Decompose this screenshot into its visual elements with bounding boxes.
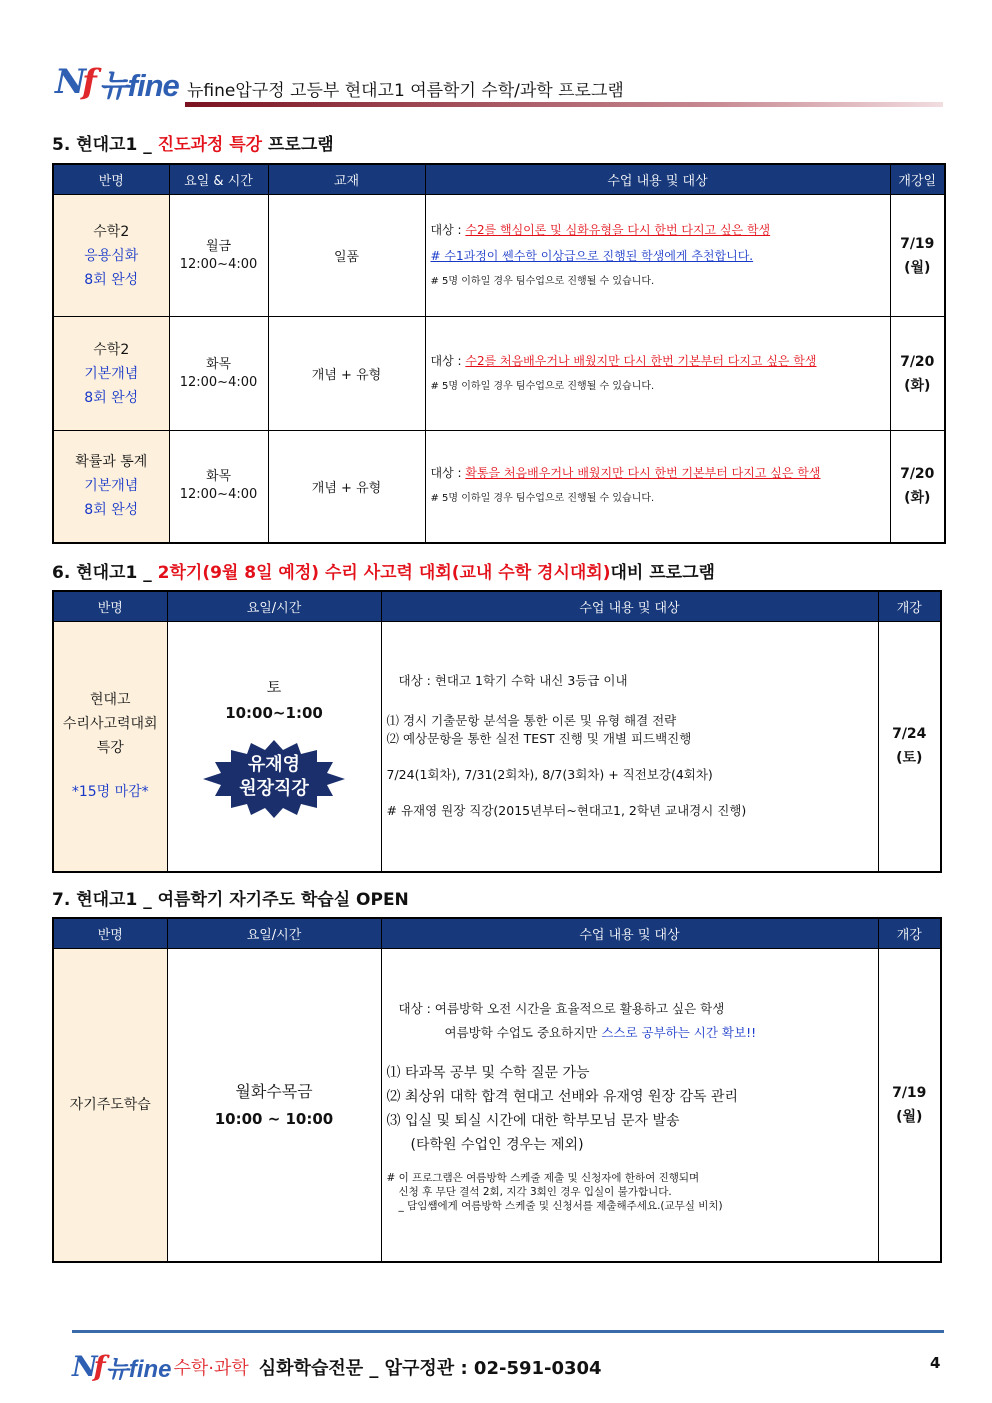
header-class: 반명 [53, 164, 169, 195]
section7-title: 7. 현대고1 _ 여름학기 자기주도 학습실 OPEN [52, 890, 409, 910]
content: 대상 : 수2를 처음배우거나 배웠지만 다시 한번 기본부터 다지고 싶은 학생 # 5명 이하일 경우 팀수업으로 진행될 수 있습니다. [425, 317, 890, 431]
logo-mark: Nf [55, 62, 93, 102]
day-time: 월화수목금 10:00 ~ 10:00 [167, 949, 381, 1262]
table-header-row [53, 164, 945, 195]
section5-title: 5. 현대고1 _ 진도과정 특강 프로그램 [52, 135, 334, 155]
footer-divider [72, 1330, 944, 1333]
header-day-time: 요일/시간 [167, 591, 381, 622]
header-logo [55, 62, 179, 102]
footer-logo [72, 1349, 602, 1384]
class-name: 현대고 수리사고력대회 특강 *15명 마감* [53, 622, 167, 872]
section5-table [52, 163, 946, 544]
table-row [53, 317, 945, 431]
section6-table [52, 590, 942, 873]
day-time: 월금 12:00~4:00 [169, 195, 268, 317]
class-name: 확률과 통계 기본개념 8회 완성 [53, 431, 169, 543]
section6-title: 6. 현대고1 _ 2학기(9월 8일 예정) 수리 사고력 대회(교내 수학 경시대회)대비 프로그램 [52, 563, 715, 583]
header-open-date: 개강 [878, 918, 941, 949]
header-class: 반명 [53, 918, 167, 949]
book: 개념 + 유형 [268, 431, 425, 543]
director-badge: 유재영 원장직강 [199, 740, 349, 818]
header-content: 수업 내용 및 대상 [425, 164, 890, 195]
table-row [53, 431, 945, 543]
content: 대상 : 현대고 1학기 수학 내신 3등급 이내 ⑴ 경시 기출문항 분석을 통한 이론 및 유형 해결 전략 ⑵ 예상문항을 통한 실전 TEST 진행 및 개별 피드백진행 7/24(1회차), 7/31(2회차), 8/7(3회차) + 직전보강(4회차) # 유재영 원장 직강(2015년부터~현대고1, 2학년 교내경시 진행) [381, 622, 878, 872]
footer-subject: 수학·과학 [173, 1357, 249, 1379]
header-divider [185, 102, 943, 107]
day-time: 화목 12:00~4:00 [169, 431, 268, 543]
book: 일품 [268, 195, 425, 317]
class-name: 수학2 응용심화 8회 완성 [53, 195, 169, 317]
open-date: 7/19 (월) [878, 949, 941, 1262]
day-time: 화목 12:00~4:00 [169, 317, 268, 431]
table-header-row [53, 591, 941, 622]
header-open-date: 개강일 [890, 164, 945, 195]
footer-contact: 심화학습전문 _ 압구정관 : 02-591-0304 [258, 1357, 602, 1379]
open-date: 7/20 (화) [890, 317, 945, 431]
table-header-row [53, 918, 941, 949]
header-book: 교재 [268, 164, 425, 195]
open-date: 7/19 (월) [890, 195, 945, 317]
content: 대상 : 여름방학 오전 시간을 효율적으로 활용하고 싶은 학생 여름방학 수업도 중요하지만 스스로 공부하는 시간 확보!! ⑴ 타과목 공부 및 수학 질문 가능 ⑵ 최상위 대학 합격 현대고 선배와 유재영 원장 감독 관리 ⑶ 입실 및 퇴실 시간에 대한 학부모님 문자 발송 (타학원 수업인 경우는 제외) # 이 프로그램은 여름방학 스케줄 제출 및 신청자에 한하여 진행되며 신청 후 무단 결석 2회, 지각 3회인 경우 입실이 불가합니다. _ 담임쌤에게 여름방학 스케줄 및 신청서를 제출해주세요.(교무실 비치) [381, 949, 878, 1262]
page-title: 뉴fine압구정 고등부 현대고1 여름학기 수학/과학 프로그램 [187, 81, 624, 101]
page-number: 4 [930, 1354, 941, 1372]
book: 개념 + 유형 [268, 317, 425, 431]
logo-brand: 뉴fine [98, 67, 179, 103]
header-day-time: 요일 & 시간 [169, 164, 268, 195]
header-class: 반명 [53, 591, 167, 622]
content: 대상 : 확통을 처음배우거나 배웠지만 다시 한번 기본부터 다지고 싶은 학생 # 5명 이하일 경우 팀수업으로 진행될 수 있습니다. [425, 431, 890, 543]
header-content: 수업 내용 및 대상 [381, 918, 878, 949]
table-row [53, 195, 945, 317]
footer-logo-mark: Nf [72, 1350, 102, 1383]
header-open-date: 개강 [878, 591, 941, 622]
class-name: 자기주도학습 [53, 949, 167, 1262]
header-day-time: 요일/시간 [167, 918, 381, 949]
section7-table [52, 917, 942, 1263]
day-time: 토 10:00~1:00 유재영 원장직강 [167, 622, 381, 872]
open-date: 7/20 (화) [890, 431, 945, 543]
table-row [53, 949, 941, 1262]
header-content: 수업 내용 및 대상 [381, 591, 878, 622]
class-name: 수학2 기본개념 8회 완성 [53, 317, 169, 431]
table-row [53, 622, 941, 872]
open-date: 7/24 (토) [878, 622, 941, 872]
footer-logo-brand: 뉴fine [105, 1356, 172, 1383]
content: 대상 : 수2를 핵심이론 및 심화유형을 다시 한번 다지고 싶은 학생 # 수1과정이 쎈수학 이상급으로 진행된 학생에게 추천합니다. # 5명 이하일 경우 팀수업으로 진행될 수 있습니다. [425, 195, 890, 317]
